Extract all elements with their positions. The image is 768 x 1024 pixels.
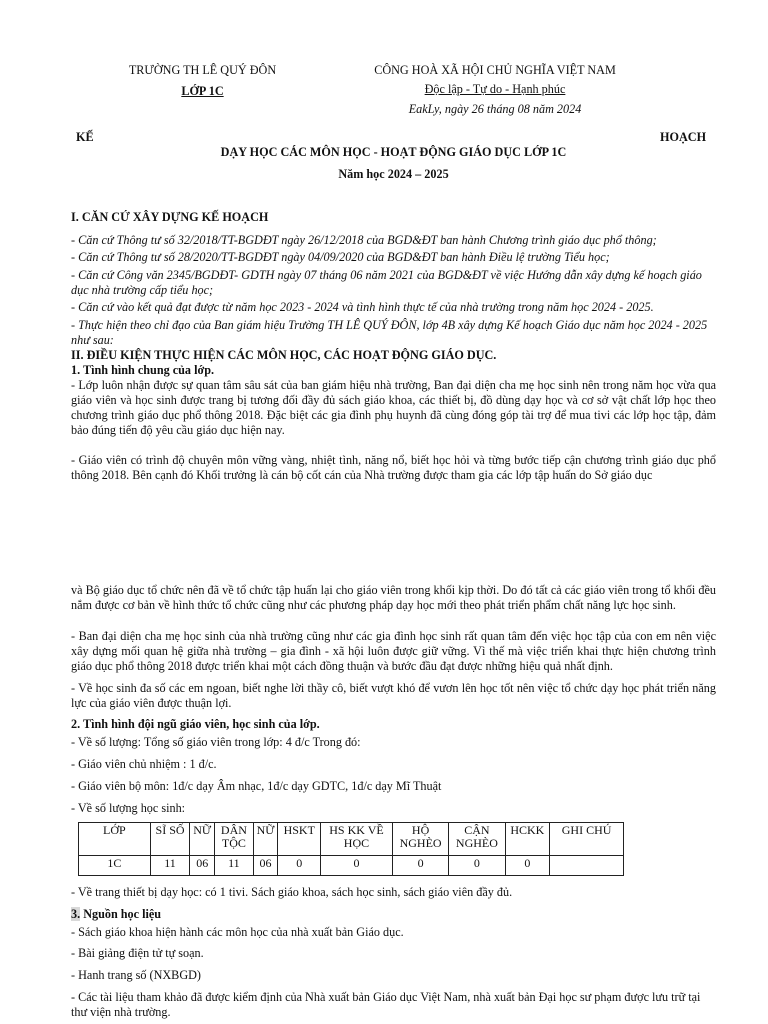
resource-item-3: - Hanh trang số (NXBGD) [71,968,201,982]
resource-item-1: - Sách giáo khoa hiện hành các môn học của nhà xuất bản Giáo dục. [71,925,404,939]
class-name: LỚP 1C [181,84,224,98]
subsection-3-number: 3. [71,907,81,921]
col-header: NỮ [190,823,215,856]
section-2-heading: II. ĐIỀU KIỆN THỰC HIỆN CÁC MÔN HỌC, CÁC HOẠT ĐỘNG GIÁO DỤC. [71,348,497,362]
table-header-row [79,823,624,856]
subsection-1-heading: 1. Tình hình chung của lớp. [71,363,215,377]
col-header: SĨ SỐ [150,823,190,856]
subsection-3-heading [71,907,716,922]
table-cell: 0 [278,856,321,876]
table-cell: 11 [215,856,253,876]
title-word-left: KẾ [76,130,94,144]
col-header: HS KK VỀ HỌC [321,823,393,856]
document-title: DẠY HỌC CÁC MÔN HỌC - HOẠT ĐỘNG GIÁO DỤC LỚP 1C [220,145,567,159]
table-cell: 06 [253,856,278,876]
table-cell: 1C [79,856,151,876]
section-1-heading: I. CĂN CỨ XÂY DỰNG KẾ HOẠCH [71,210,269,224]
basis-item-2: - Căn cứ Thông tư số 28/2020/TT-BGDĐT ngày 04/09/2020 của BGD&ĐT ban hành Điều lệ trường Tiểu học; [71,250,610,264]
table-cell: 0 [392,856,448,876]
student-table [78,822,624,876]
equipment-line: - Về trang thiết bị dạy học: có 1 tivi. Sách giáo khoa, sách học sinh, sách giáo viên đầy đủ. [71,885,513,899]
document-date: EakLy, ngày 26 tháng 08 năm 2024 [408,102,582,116]
col-header: GHI CHÚ [550,823,624,856]
subsection-3-title: Nguồn học liệu [80,907,162,921]
motto: Độc lập - Tự do - Hạnh phúc [424,82,566,96]
nation-title: CÔNG HOÀ XÃ HỘI CHỦ NGHĨA VIỆT NAM [374,63,616,77]
homeroom-teacher-line: - Giáo viên chủ nhiệm : 1 đ/c. [71,757,217,771]
col-header: NỮ [253,823,278,856]
col-header: HCKK [505,823,550,856]
school-year: Năm học 2024 – 2025 [338,167,449,181]
col-header: HSKT [278,823,321,856]
school-name: TRƯỜNG TH LÊ QUÝ ĐÔN [128,63,277,77]
basis-item-4: - Căn cứ vào kết quả đạt được từ năm học 2023 - 2024 và tình hình thực tế của nhà trường trong năm học 2024 - 2025. [71,300,654,314]
basis-item-5: - Thực hiện theo chỉ đạo của Ban giám hiệu Trường TH LÊ QUÝ ĐÔN, lớp 4B xây dựng Kế hoạch Giáo dục năm học 2024 - 2025 như sau: [71,318,708,347]
paragraph-class-overview: - Lớp luôn nhận được sự quan tâm sâu sát của ban giám hiệu nhà trường, Ban đại diện cha mẹ học sinh nên trong năm học vừa qua giáo viên và học sinh được trang bị tương đối đầy đủ sách giáo khoa, các thiết bị, đồ dùng dạy học và cơ sở vật chất lớp học theo chương trình giáo dục phổ thông 2018. Đặc biệt các gia đình phụ huynh đã cùng đóng góp tài trợ để mua tivi các lớp học tập, đảm bảo đúng tiến độ yêu cầu giáo dục hiện nay. [71,378,716,437]
basis-item-1: - Căn cứ Thông tư số 32/2018/TT-BGDĐT ngày 26/12/2018 của BGD&ĐT ban hành Chương trình giáo dục phổ thông; [71,233,657,247]
col-header: HỘ NGHÈO [392,823,448,856]
table-cell: 0 [321,856,393,876]
title-word-right: HOẠCH [660,130,707,144]
table-cell: 06 [190,856,215,876]
paragraph-students: - Về học sinh đa số các em ngoan, biết nghe lời thầy cô, biết vượt khó để vươn lên học tốt nên việc tổ chức dạy học phát triển năng lực của giáo viên được thuận lợi. [71,681,716,710]
teacher-count-line: - Về số lượng: Tổng số giáo viên trong lớp: 4 đ/c Trong đó: [71,735,361,749]
paragraph-training: và Bộ giáo dục tổ chức nên đã về tổ chức tập huấn lại cho giáo viên trong khối kịp thời. Do đó tất cả các giáo viên trong tổ khối đều nắm được cơ bản về hình thức tổ chức cũng như các phương pháp dạy học mới theo phát triển phẩm chất năng lực học sinh. [71,583,716,612]
col-header: DÂN TỘC [215,823,253,856]
paragraph-teachers: - Giáo viên có trình độ chuyên môn vững vàng, nhiệt tình, năng nổ, biết học hỏi và từng bước tiếp cận chương trình giáo dục phổ thông 2018. Bên cạnh đó Khối trưởng là cán bộ cốt cán của Nhà trường được tham gia các lớp tập huấn do Sở giáo dục [71,453,716,482]
col-header: CẬN NGHÈO [449,823,505,856]
student-count-line: - Về số lượng học sinh: [71,801,186,815]
resource-item-4: - Các tài liệu tham khảo đã được kiểm định của Nhà xuất bản Giáo dục Việt Nam, nhà xuất bản Đại học sư phạm được lưu trữ tại thư viện nhà trường. [71,990,701,1019]
col-header: LỚP [79,823,151,856]
subsection-2-heading: 2. Tình hình đội ngũ giáo viên, học sinh của lớp. [71,717,320,731]
table-cell [550,856,624,876]
table-cell: 0 [449,856,505,876]
resource-item-2: - Bài giảng điện tử tự soạn. [71,946,204,960]
basis-item-3: - Căn cứ Công văn 2345/BGDĐT- GDTH ngày 07 tháng 06 năm 2021 của BGD&ĐT về việc Hướng dẫn xây dựng kế hoạch giáo dục nhà trường cấp tiểu học; [71,268,702,297]
table-cell: 0 [505,856,550,876]
table-cell: 11 [150,856,190,876]
table-row [79,856,624,876]
paragraph-parents: - Ban đại diện cha mẹ học sinh của nhà trường cũng như các gia đình học sinh rất quan tâm đến việc học tập của con em nên việc xây dựng mối quan hệ giữa nhà trường – gia đình - xã hội luôn được giữ vững. Vì thế mà việc triển khai thực hiện chương trình giáo dục phổ thông 2018 được triển khai một cách đồng thuận và bước đầu đạt được những hiệu quả nhất định. [71,629,716,673]
subject-teacher-line: - Giáo viên bộ môn: 1đ/c dạy Âm nhạc, 1đ/c dạy GDTC, 1đ/c dạy Mĩ Thuật [71,779,442,793]
